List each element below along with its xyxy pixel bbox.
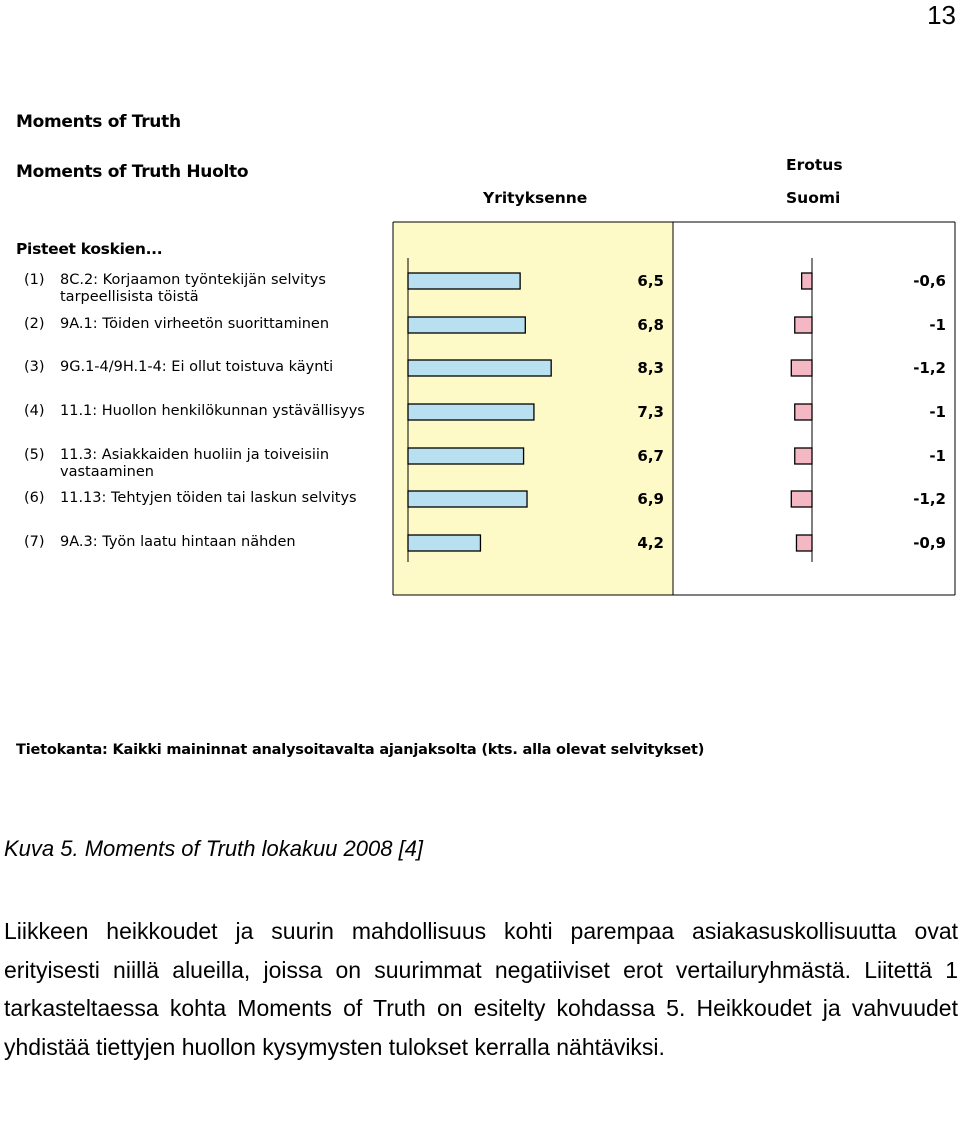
- difference-bar: [791, 491, 812, 507]
- company-bar: [408, 273, 520, 289]
- category-number: (4): [24, 403, 45, 419]
- company-value-label: 6,5: [637, 272, 664, 290]
- section-label: Pisteet koskien...: [16, 240, 163, 258]
- difference-bar: [795, 448, 812, 464]
- category-label: 9G.1-4/9H.1-4: Ei ollut toistuva käynti: [60, 359, 334, 375]
- source-note: Tietokanta: Kaikki maininnat analysoitavalta ajanjaksolta (kts. alla olevat selvitykset): [16, 742, 705, 758]
- difference-value-label: -1: [929, 403, 946, 421]
- category-number: (3): [24, 359, 45, 375]
- body-paragraph: Liikkeen heikkoudet ja suurin mahdollisuus kohti parempaa asiakasuskollisuutta ovat erityisesti niillä alueilla, joissa on suurimmat negatiiviset erot vertailuryhmästä. Liitettä 1 tarkasteltaessa kohta Moments of Truth on esitelty kohdassa 5. Heikkoudet ja vahvuudet yhdistää tiettyjen huollon kysymysten tulokset kerralla nähtäviksi.: [4, 918, 958, 1060]
- category-number: (5): [24, 447, 45, 463]
- difference-value-label: -1,2: [913, 359, 946, 377]
- difference-bar: [795, 404, 812, 420]
- difference-value-label: -1,2: [913, 490, 946, 508]
- category-label: 8C.2: Korjaamon työntekijän selvitys tarpeellisista töistä: [60, 272, 326, 305]
- company-bar: [408, 491, 527, 507]
- column-header-difference: Erotus: [786, 156, 843, 174]
- figure-caption: Kuva 5. Moments of Truth lokakuu 2008 [4]: [4, 836, 424, 861]
- category-number: (7): [24, 534, 45, 550]
- company-bar: [408, 360, 551, 376]
- company-value-label: 8,3: [637, 359, 664, 377]
- company-value-label: 7,3: [637, 403, 664, 421]
- company-value-label: 6,9: [637, 490, 664, 508]
- category-number: (1): [24, 272, 45, 288]
- category-label: 9A.3: Työn laatu hintaan nähden: [60, 534, 296, 550]
- category-label: 11.1: Huollon henkilökunnan ystävällisyys: [60, 403, 365, 419]
- difference-value-label: -0,9: [913, 534, 946, 552]
- company-bar: [408, 535, 480, 551]
- company-bar: [408, 404, 534, 420]
- company-value-label: 6,7: [637, 447, 664, 465]
- chart-subtitle: Moments of Truth Huolto: [16, 162, 249, 182]
- category-label: 11.13: Tehtyjen töiden tai laskun selvitys: [60, 490, 357, 506]
- difference-bar: [791, 360, 812, 376]
- category-label: 11.3: Asiakkaiden huoliin ja toiveisiin vastaaminen: [60, 447, 330, 480]
- difference-bar: [796, 535, 812, 551]
- difference-value-label: -1: [929, 316, 946, 334]
- difference-value-label: -1: [929, 447, 946, 465]
- category-number: (2): [24, 316, 45, 332]
- company-bar: [408, 448, 524, 464]
- column-header-company: Yrityksenne: [483, 189, 588, 207]
- company-bar: [408, 317, 525, 333]
- page-number: 13: [927, 0, 956, 30]
- difference-value-label: -0,6: [913, 272, 946, 290]
- category-label: 9A.1: Töiden virheetön suorittaminen: [60, 316, 330, 332]
- column-header-benchmark: Suomi: [786, 189, 841, 207]
- difference-bar: [802, 273, 812, 289]
- chart-title: Moments of Truth: [16, 112, 181, 132]
- company-value-label: 4,2: [637, 534, 664, 552]
- company-value-label: 6,8: [637, 316, 664, 334]
- difference-bar: [795, 317, 812, 333]
- category-number: (6): [24, 490, 45, 506]
